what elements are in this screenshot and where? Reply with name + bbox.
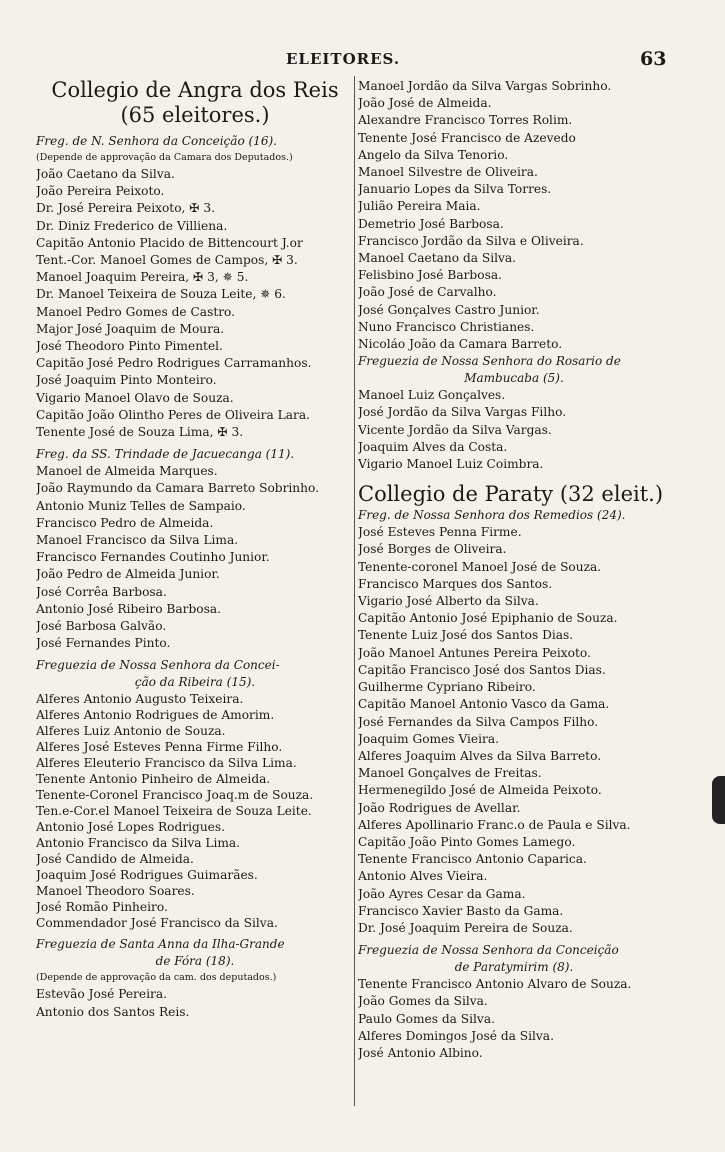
left-column (36, 78, 354, 1021)
elector-list (36, 986, 354, 1020)
elector-entry: José Gonçalves Castro Junior. (358, 302, 540, 317)
elector-entry: Guilherme Cypriano Ribeiro. (358, 680, 536, 695)
elector-entry: Manoel Jordão da Silva Vargas Sobrinho. (358, 79, 612, 93)
elector-list (358, 387, 670, 473)
parish-heading-cont: de Fóra (18). (155, 954, 235, 969)
elector-entry: Vigario Manoel Olavo de Souza. (36, 390, 234, 405)
elector-entry: Alexandre Francisco Torres Rolim. (358, 113, 573, 128)
elector-entry: José Fernandes da Silva Campos Filho. (358, 714, 599, 729)
elector-entry: Capitão Antonio José Epiphanio de Souza. (358, 611, 618, 626)
elector-entry: Manoel Gonçalves de Freitas. (358, 766, 542, 781)
elector-entry: Vicente Jordão da Silva Vargas. (358, 422, 552, 437)
elector-entry: João José de Almeida. (358, 96, 492, 111)
elector-entry: José Corrêa Barbosa. (36, 584, 167, 599)
elector-entry: Commendador José Francisco da Silva. (36, 916, 278, 931)
elector-list (36, 691, 354, 931)
scan-edge-mark (712, 776, 725, 824)
elector-entry: Dr. José Joaquim Pereira de Souza. (358, 920, 573, 935)
section-title-angra-count: (65 eleitores.) (120, 103, 270, 127)
parish-heading-cont: de Paratymirim (8). (454, 960, 574, 975)
elector-entry: Antonio dos Santos Reis. (36, 1004, 190, 1019)
elector-entry: José Antonio Albino. (358, 1045, 483, 1060)
parish-heading: Freguezia de Santa Anna da Ilha-Grande (36, 937, 285, 952)
elector-entry: Dr. Diniz Frederico de Villiena. (36, 218, 228, 233)
elector-list (36, 166, 354, 441)
parish-heading: Freguezia de Nossa Senhora do Rosario de (358, 354, 621, 369)
elector-entry: Joaquim José Rodrigues Guimarães. (36, 868, 258, 883)
elector-entry: José Romão Pinheiro. (36, 900, 168, 915)
elector-entry: Francisco Marques dos Santos. (358, 576, 553, 591)
elector-entry: Paulo Gomes da Silva. (358, 1011, 495, 1026)
elector-entry: Vigario José Alberto da Silva. (358, 594, 539, 609)
section-title-paraty: Collegio de Paraty (32 eleit.) (358, 482, 664, 507)
elector-entry: Manoel Luiz Gonçalves. (358, 388, 506, 403)
column-divider (354, 76, 355, 1106)
elector-entry: Manoel Caetano da Silva. (358, 251, 517, 266)
elector-entry: Capitão José Pedro Rodrigues Carramanhos. (36, 356, 312, 371)
parish-heading: Freg. de Nossa Senhora dos Remedios (24). (358, 508, 626, 523)
parish-note: (Depende de approvação da cam. dos deputados.) (36, 972, 277, 984)
elector-entry: Nicoláo João da Camara Barreto. (358, 337, 563, 352)
elector-entry: João Pereira Peixoto. (36, 184, 165, 199)
elector-entry: João José de Carvalho. (358, 285, 497, 300)
elector-entry: Francisco Pedro de Almeida. (36, 515, 214, 530)
elector-list (358, 78, 670, 353)
elector-entry: José Barbosa Galvão. (36, 619, 167, 634)
elector-entry: Dr. Manoel Teixeira de Souza Leite, ✵ 6. (36, 287, 286, 302)
elector-entry: Manoel Francisco da Silva Lima. (36, 533, 239, 548)
elector-entry: Capitão Francisco José dos Santos Dias. (358, 662, 606, 677)
elector-entry: João Gomes da Silva. (358, 994, 488, 1009)
parish-heading-cont: ção da Ribeira (15). (134, 675, 256, 690)
elector-entry: Tenente Luiz José dos Santos Dias. (358, 628, 574, 643)
elector-entry: Manoel Pedro Gomes de Castro. (36, 304, 236, 319)
elector-entry: Antonio José Lopes Rodrigues. (36, 820, 226, 835)
elector-entry: Alferes Antonio Rodrigues de Amorim. (36, 708, 275, 723)
elector-entry: José Fernandes Pinto. (36, 636, 171, 651)
elector-entry: Manoel Theodoro Soares. (36, 884, 195, 899)
elector-list (358, 524, 670, 937)
elector-entry: Tenente-coronel Manoel José de Souza. (358, 559, 602, 574)
elector-entry: Manoel Silvestre de Oliveira. (358, 165, 538, 180)
elector-entry: João Ayres Cesar da Gama. (358, 886, 526, 901)
elector-entry: Joaquim Gomes Vieira. (358, 731, 500, 746)
elector-entry: Capitão João Olintho Peres de Oliveira Lara. (36, 407, 310, 422)
elector-entry: Julião Pereira Maia. (358, 199, 481, 214)
elector-entry: Hermenegildo José de Almeida Peixoto. (358, 783, 602, 798)
elector-entry: Dr. José Pereira Peixoto, ✠ 3. (36, 201, 216, 216)
elector-entry: Capitão João Pinto Gomes Lamego. (358, 834, 576, 849)
elector-entry: José Jordão da Silva Vargas Filho. (358, 405, 567, 420)
elector-entry: Estevão José Pereira. (36, 987, 167, 1002)
elector-entry: João Caetano da Silva. (36, 167, 175, 181)
elector-entry: Vigario Manoel Luiz Coimbra. (358, 457, 544, 472)
page-number: 63 (640, 48, 667, 70)
elector-entry: Francisco Xavier Basto da Gama. (358, 903, 564, 918)
parish-heading-cont: Mambucaba (5). (464, 371, 564, 386)
elector-entry: Manoel de Almeida Marques. (36, 464, 218, 479)
elector-entry: Felisbino José Barbosa. (358, 268, 502, 283)
section-title-angra: Collegio de Angra dos Reis (51, 78, 339, 102)
elector-entry: Tenente José de Souza Lima, ✠ 3. (36, 425, 244, 440)
elector-entry: José Borges de Oliveira. (358, 542, 507, 557)
page-header (0, 48, 725, 72)
elector-entry: Alferes Eleuterio Francisco da Silva Lima. (36, 756, 297, 771)
parish-heading: Freguezia de Nossa Senhora da Conceição (358, 943, 619, 958)
parish-note: (Depende de approvação da Camara dos Deputados.) (36, 152, 293, 163)
elector-entry: Alferes José Esteves Penna Firme Filho. (36, 740, 283, 755)
elector-entry: Antonio Alves Vieira. (358, 869, 488, 884)
elector-entry: Angelo da Silva Tenorio. (358, 147, 509, 162)
elector-entry: José Esteves Penna Firme. (358, 525, 522, 540)
elector-entry: Tenente José Francisco de Azevedo (358, 130, 576, 145)
elector-entry: Alferes Luiz Antonio de Souza. (36, 724, 226, 739)
parish-heading: Freg. de N. Senhora da Conceição (16). (36, 134, 277, 148)
elector-entry: Antonio José Ribeiro Barbosa. (36, 601, 222, 616)
running-head: ELEITORES. (286, 50, 401, 68)
right-column (358, 78, 670, 1062)
elector-entry: João Rodrigues de Avellar. (358, 800, 521, 815)
elector-entry: Francisco Fernandes Coutinho Junior. (36, 550, 270, 565)
elector-entry: Capitão Antonio Placido de Bittencourt J.or (36, 235, 303, 250)
elector-entry: Alferes Joaquim Alves da Silva Barreto. (358, 748, 602, 763)
elector-entry: Tenente Francisco Antonio Caparica. (358, 852, 587, 867)
elector-entry: Januario Lopes da Silva Torres. (358, 182, 552, 197)
parish-heading: Freguezia de Nossa Senhora da Concei- (36, 658, 280, 673)
elector-entry: Tenente Antonio Pinheiro de Almeida. (36, 772, 271, 787)
elector-entry: João Raymundo da Camara Barreto Sobrinho. (36, 481, 320, 496)
elector-entry: Capitão Manoel Antonio Vasco da Gama. (358, 697, 610, 712)
elector-entry: Antonio Francisco da Silva Lima. (36, 836, 241, 851)
elector-entry: Demetrio José Barbosa. (358, 216, 504, 231)
elector-entry: Francisco Jordão da Silva e Oliveira. (358, 233, 584, 248)
elector-entry: Tenente Francisco Antonio Alvaro de Souza. (358, 977, 632, 992)
elector-entry: Nuno Francisco Christianes. (358, 319, 535, 334)
elector-entry: Major José Joaquim de Moura. (36, 321, 225, 336)
elector-entry: Alferes Apollinario Franc.o de Paula e Silva. (358, 817, 631, 832)
elector-entry: João Pedro de Almeida Junior. (36, 567, 220, 582)
elector-entry: Alferes Antonio Augusto Teixeira. (36, 692, 244, 707)
elector-entry: José Joaquim Pinto Monteiro. (36, 373, 217, 388)
elector-entry: Joaquim Alves da Costa. (358, 439, 508, 454)
elector-entry: Antonio Muniz Telles de Sampaio. (36, 498, 246, 513)
elector-list (36, 463, 354, 652)
elector-entry: Tenente-Coronel Francisco Joaq.m de Souza. (36, 788, 314, 803)
parish-heading: Freg. da SS. Trindade de Jacuecanga (11). (36, 447, 295, 462)
elector-list (358, 976, 670, 1062)
elector-entry: João Manoel Antunes Pereira Peixoto. (358, 645, 591, 660)
elector-entry: José Theodoro Pinto Pimentel. (36, 339, 223, 354)
elector-entry: Tent.-Cor. Manoel Gomes de Campos, ✠ 3. (36, 253, 298, 268)
elector-entry: Ten.e-Cor.el Manoel Teixeira de Souza Leite. (36, 804, 312, 819)
elector-entry: Alferes Domingos José da Silva. (358, 1028, 554, 1043)
elector-entry: Manoel Joaquim Pereira, ✠ 3, ✵ 5. (36, 270, 249, 285)
elector-entry: José Candido de Almeida. (36, 852, 194, 867)
